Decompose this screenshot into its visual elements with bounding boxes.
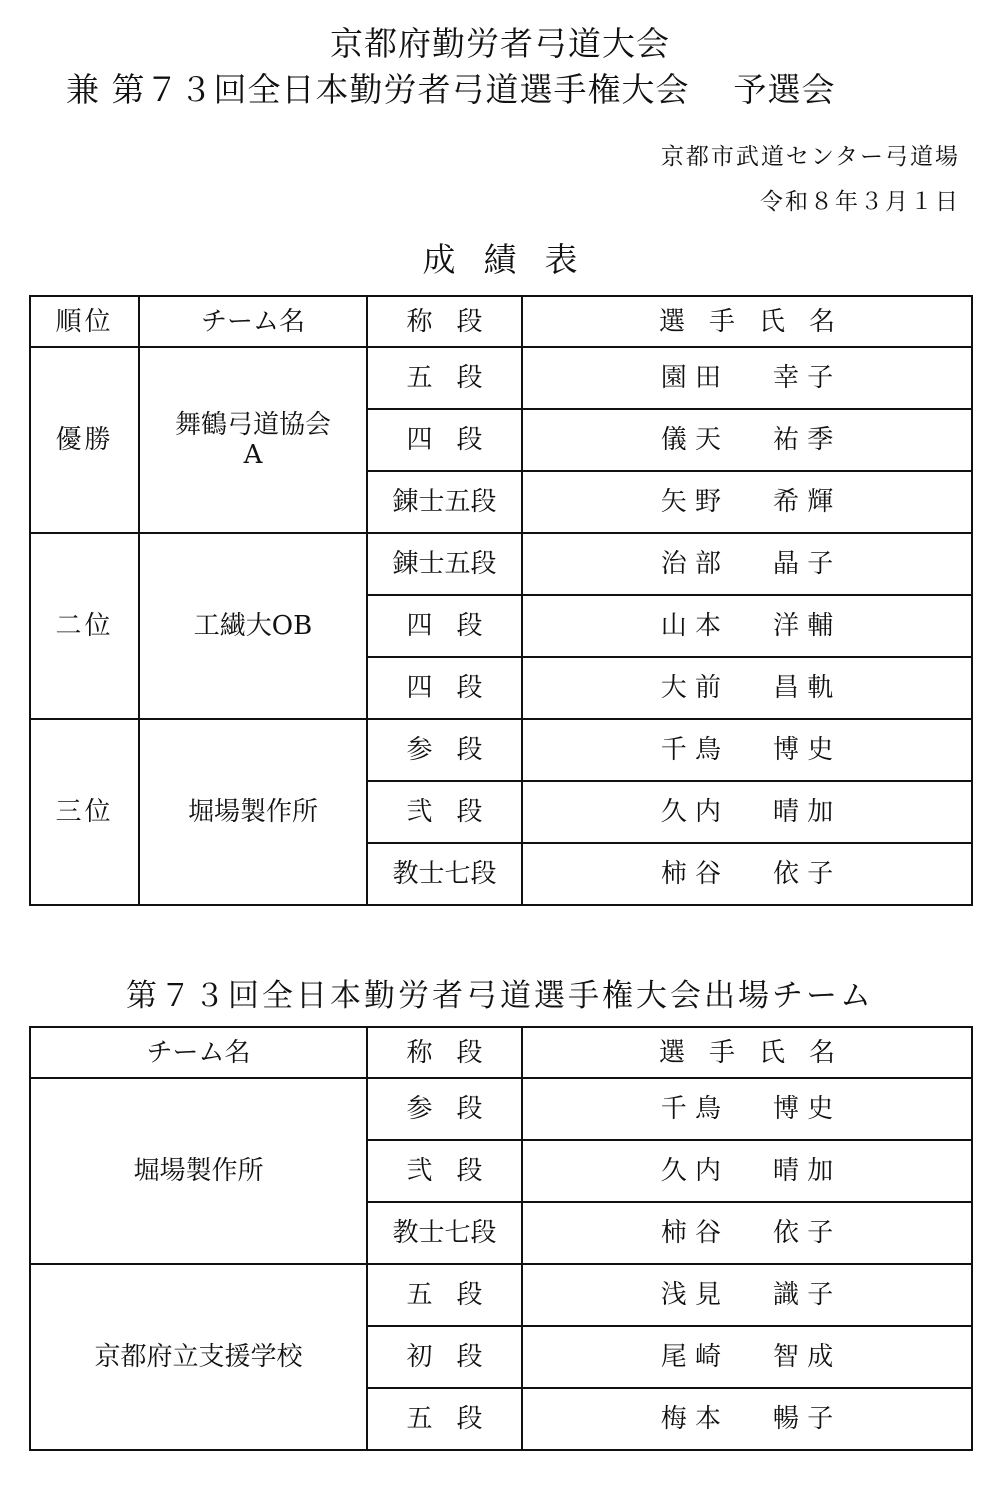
grade-cell: 参段 xyxy=(367,1078,522,1140)
qualified-teams-title: 第７３回全日本勤労者弓道選手権大会出場チーム xyxy=(126,978,874,1014)
results-title: 成績表 xyxy=(422,240,606,279)
table-row xyxy=(30,533,972,595)
title-line2-main: 兼 第７３回全日本勤労者弓道選手権大会 xyxy=(66,70,690,109)
player-cell: 梅 本 暢 子 xyxy=(522,1388,972,1450)
col-header-team: チーム名 xyxy=(30,1027,367,1078)
player-cell: 久 内 晴 加 xyxy=(522,1140,972,1202)
grade-cell: 四段 xyxy=(367,409,522,471)
date-text: 令和８年３月１日 xyxy=(760,189,960,215)
col-header-player: 選手氏名 xyxy=(522,1027,972,1078)
col-header-team: チーム名 xyxy=(139,296,367,347)
player-cell: 山 本 洋 輔 xyxy=(522,595,972,657)
player-cell: 治 部 晶 子 xyxy=(522,533,972,595)
qualified-header-row xyxy=(30,1027,972,1078)
page-title-line1: 京都府勤労者弓道大会 xyxy=(330,24,670,63)
team-cell: 堀場製作所 xyxy=(30,1078,367,1264)
table-row xyxy=(30,1078,972,1140)
grade-cell: 参段 xyxy=(367,719,522,781)
grade-cell: 弐段 xyxy=(367,1140,522,1202)
rank-cell: 三位 xyxy=(30,719,139,905)
grade-cell: 教士七段 xyxy=(367,1202,522,1264)
col-header-player: 選手氏名 xyxy=(522,296,972,347)
team-cell: 堀場製作所 xyxy=(139,719,367,905)
player-cell: 浅 見 識 子 xyxy=(522,1264,972,1326)
player-cell: 儀 天 祐 季 xyxy=(522,409,972,471)
results-header-row xyxy=(30,296,972,347)
page-title-line2 xyxy=(66,68,836,112)
venue-text: 京都市武道センター弓道場 xyxy=(660,144,960,170)
table-row xyxy=(30,719,972,781)
team-cell: 京都府立支援学校 xyxy=(30,1264,367,1450)
table-row xyxy=(30,1264,972,1326)
grade-cell: 錬士五段 xyxy=(367,533,522,595)
rank-cell: 優勝 xyxy=(30,347,139,533)
grade-cell: 弐段 xyxy=(367,781,522,843)
player-cell: 矢 野 希 輝 xyxy=(522,471,972,533)
team-cell xyxy=(139,347,367,533)
title-line2-suffix: 予選会 xyxy=(733,70,836,109)
team-name: 舞鶴弓道協会 xyxy=(174,410,331,440)
team-cell: 工繊大OB xyxy=(139,533,367,719)
player-cell: 柿 谷 依 子 xyxy=(522,1202,972,1264)
col-header-rank: 順位 xyxy=(30,296,139,347)
col-header-grade: 称段 xyxy=(367,296,522,347)
grade-cell: 四段 xyxy=(367,595,522,657)
table-row xyxy=(30,347,972,409)
grade-cell: 五段 xyxy=(367,1388,522,1450)
player-cell: 千 鳥 博 史 xyxy=(522,1078,972,1140)
player-cell: 久 内 晴 加 xyxy=(522,781,972,843)
results-table xyxy=(29,295,973,906)
rank-cell: 二位 xyxy=(30,533,139,719)
grade-cell: 初段 xyxy=(367,1326,522,1388)
col-header-grade: 称段 xyxy=(367,1027,522,1078)
grade-cell: 教士七段 xyxy=(367,843,522,905)
grade-cell: 錬士五段 xyxy=(367,471,522,533)
player-cell: 千 鳥 博 史 xyxy=(522,719,972,781)
player-cell: 園 田 幸 子 xyxy=(522,347,972,409)
grade-cell: 五段 xyxy=(367,1264,522,1326)
grade-cell: 四段 xyxy=(367,657,522,719)
player-cell: 柿 谷 依 子 xyxy=(522,843,972,905)
player-cell: 尾 崎 智 成 xyxy=(522,1326,972,1388)
grade-cell: 五段 xyxy=(367,347,522,409)
player-cell: 大 前 昌 軌 xyxy=(522,657,972,719)
qualified-teams-table xyxy=(29,1026,973,1451)
team-name-suffix: A xyxy=(243,440,263,470)
